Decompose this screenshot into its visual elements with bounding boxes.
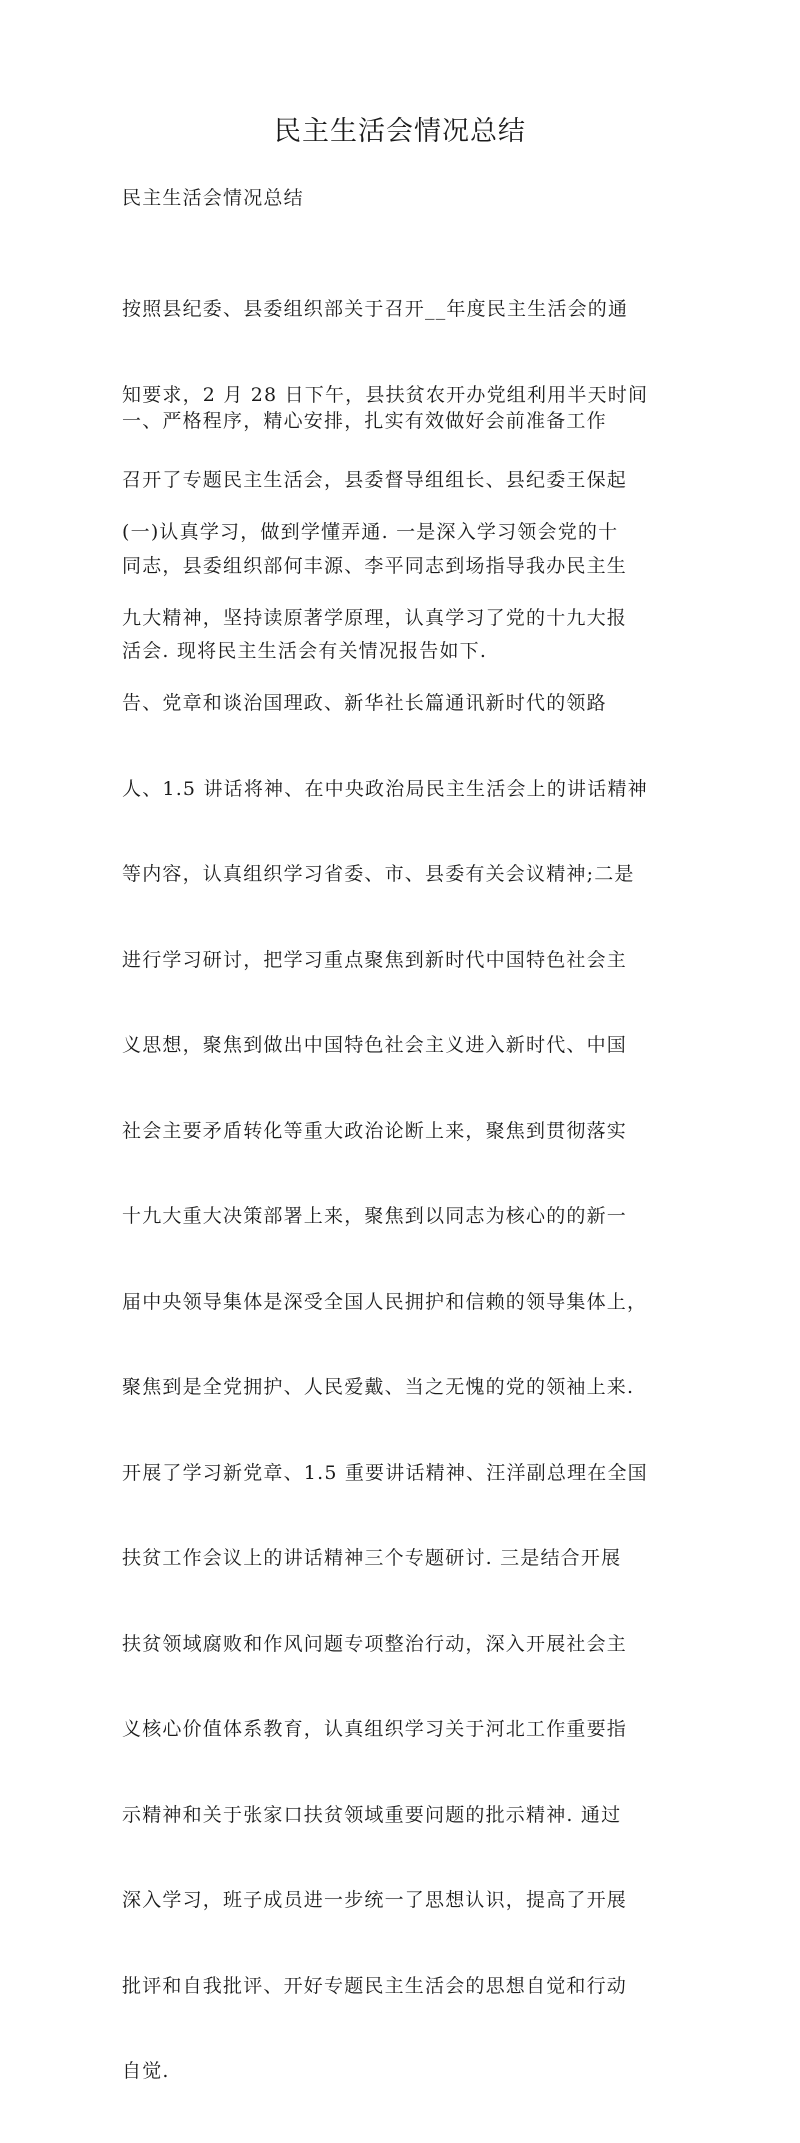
body-line: 聚焦到是全党拥护、人民爱戴、当之无愧的党的领袖上来.: [122, 1376, 635, 1398]
body-line: 自觉.: [122, 2060, 170, 2082]
body-line: 义思想，聚焦到做出中国特色社会主义进入新时代、中国: [122, 1034, 628, 1056]
body-line: 十九大重大决策部署上来，聚焦到以同志为核心的的新一: [122, 1205, 628, 1227]
body-line: 开展了学习新党章、1.5 重要讲话精神、汪洋副总理在全国: [122, 1461, 648, 1484]
document-title: 民主生活会情况总结: [274, 116, 526, 147]
intro-line: 活会. 现将民主生活会有关情况报告如下.: [122, 640, 488, 662]
body-line: 告、党章和谈治国理政、新华社长篇通讯新时代的领路: [122, 692, 607, 714]
intro-line: 知要求，2 月 28 日下午，县扶贫农开办党组利用半天时间: [122, 383, 649, 406]
body-line: (一)认真学习，做到学懂弄通. 一是深入学习领会党的十: [122, 521, 619, 543]
body-line: 批评和自我批评、开好专题民主生活会的思想自觉和行动: [122, 1974, 628, 1997]
body-line: 扶贫工作会议上的讲话精神三个专题研讨. 三是结合开展: [122, 1547, 622, 1569]
body-line: 义核心价值体系教育，认真组织学习关于河北工作重要指: [122, 1718, 628, 1740]
body-line: 进行学习研讨，把学习重点聚焦到新时代中国特色社会主: [122, 948, 628, 971]
body-line: 人、1.5 讲话将神、在中央政治局民主生活会上的讲话精神: [122, 777, 648, 800]
body-line: 社会主要矛盾转化等重大政治论断上来，聚焦到贯彻落实: [122, 1119, 628, 1142]
intro-line: 按照县纪委、县委组织部关于召开__年度民主生活会的通: [122, 298, 629, 320]
body-line: 届中央领导集体是深受全国人民拥护和信赖的领导集体上，: [122, 1290, 648, 1313]
body-line: 示精神和关于张家口扶贫领域重要问题的批示精神. 通过: [122, 1803, 622, 1826]
intro-line: 同志，县委组织部何丰源、李平同志到场指导我办民主生: [122, 554, 628, 577]
body-paragraph: [122, 461, 682, 2143]
body-line: 九大精神，坚持读原著学原理，认真学习了党的十九大报: [122, 606, 628, 629]
section-heading: 一、严格程序，精心安排，扎实有效做好会前准备工作: [122, 410, 607, 432]
document-subtitle: 民主生活会情况总结: [122, 187, 304, 209]
body-line: 深入学习，班子成员进一步统一了思想认识，提高了开展: [122, 1889, 628, 1911]
intro-line: 召开了专题民主生活会，县委督导组组长、县纪委王保起: [122, 469, 628, 491]
body-line: 等内容，认真组织学习省委、市、县委有关会议精神;二是: [122, 863, 635, 885]
body-line: 扶贫领域腐败和作风问题专项整治行动，深入开展社会主: [122, 1632, 628, 1655]
